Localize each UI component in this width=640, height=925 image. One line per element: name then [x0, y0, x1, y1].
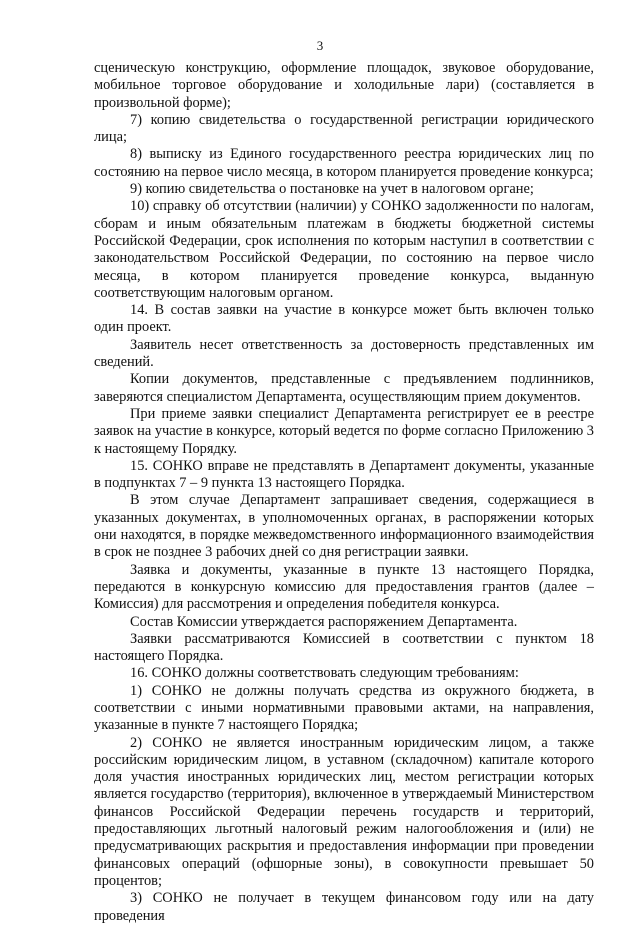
paragraph: 3) СОНКО не получает в текущем финансовом году или на дату проведения	[94, 890, 594, 924]
paragraph: Заявка и документы, указанные в пункте 13 настоящего Порядка, передаются в конкурсную комиссию для предоставления грантов (далее – Комиссия) для рассмотрения и определения победителя конкурса.	[94, 561, 594, 613]
paragraph: 10) справку об отсутствии (наличии) у СОНКО задолженности по налогам, сборам и иным обязательным платежам в бюджеты бюджетной системы Российской Федерации, срок исполнения по которым наступил в соответствии с законодательством Российской Федерации, по состоянию на первое число месяца, в котором планируется проведение конкурса, выданную соответствующим налоговым органом.	[94, 198, 594, 301]
paragraph: 9) копию свидетельства о постановке на учет в налоговом органе;	[130, 181, 534, 198]
paragraph: В этом случае Департамент запрашивает сведения, содержащиеся в указанных документах, в уполномоченных органах, в распоряжении которых они находятся, в порядке межведомственного информационного взаимодействия в срок не позднее 3 рабочих дней со дня регистрации заявки.	[94, 492, 594, 561]
page-number: 3	[316, 38, 324, 53]
paragraph: Заявки рассматриваются Комиссией в соответствии с пунктом 18 настоящего Порядка.	[94, 630, 594, 665]
paragraph: Копии документов, представленные с предъявлением подлинников, заверяются специалистом Департамента, осуществляющим прием документов.	[94, 371, 594, 405]
document-body	[94, 60, 594, 925]
paragraph: Заявитель несет ответственность за достоверность представленных им сведений.	[94, 336, 594, 371]
paragraph: сценическую конструкцию, оформление площадок, звуковое оборудование, мобильное торговое оборудование и холодильные лари) (составляется в произвольной форме);	[94, 60, 594, 111]
paragraph: Состав Комиссии утверждается распоряжением Департамента.	[130, 613, 518, 630]
paragraph: 7) копию свидетельства о государственной регистрации юридического лица;	[94, 111, 594, 146]
paragraph: 1) СОНКО не должны получать средства из окружного бюджета, в соответствии с иными нормативными правовыми актами, на направления, указанные в пункте 7 настоящего Порядка;	[94, 682, 594, 734]
paragraph: При приеме заявки специалист Департамента регистрирует ее в реестре заявок на участие в конкурсе, который ведется по форме согласно Приложению 3 к настоящему Порядку.	[94, 405, 595, 457]
paragraph: 16. СОНКО должны соответствовать следующим требованиям:	[130, 665, 519, 682]
paragraph: 8) выписку из Единого государственного реестра юридических лиц по состоянию на первое число месяца, в котором планируется проведение конкурса;	[94, 146, 594, 180]
paragraph: 15. СОНКО вправе не представлять в Департамент документы, указанные в подпунктах 7 – 9 пункта 13 настоящего Порядка.	[94, 457, 594, 492]
paragraph: 2) СОНКО не является иностранным юридическим лицом, а также российским юридическим лицом, в уставном (складочном) капитале которого доля участия иностранных юридических лиц, местом регистрации которых является государство (территория), включенное в утверждаемый Министерством финансов Российской Федерации перечень государств и территорий, предоставляющих льготный налоговый режим налогообложения и (или) не предусматривающих раскрытия и предоставления информации при проведении финансовых операций (офшорные зоны), в совокупности превышает 50 процентов;	[94, 734, 594, 889]
paragraph: 14. В состав заявки на участие в конкурсе может быть включен только один проект.	[94, 302, 594, 336]
